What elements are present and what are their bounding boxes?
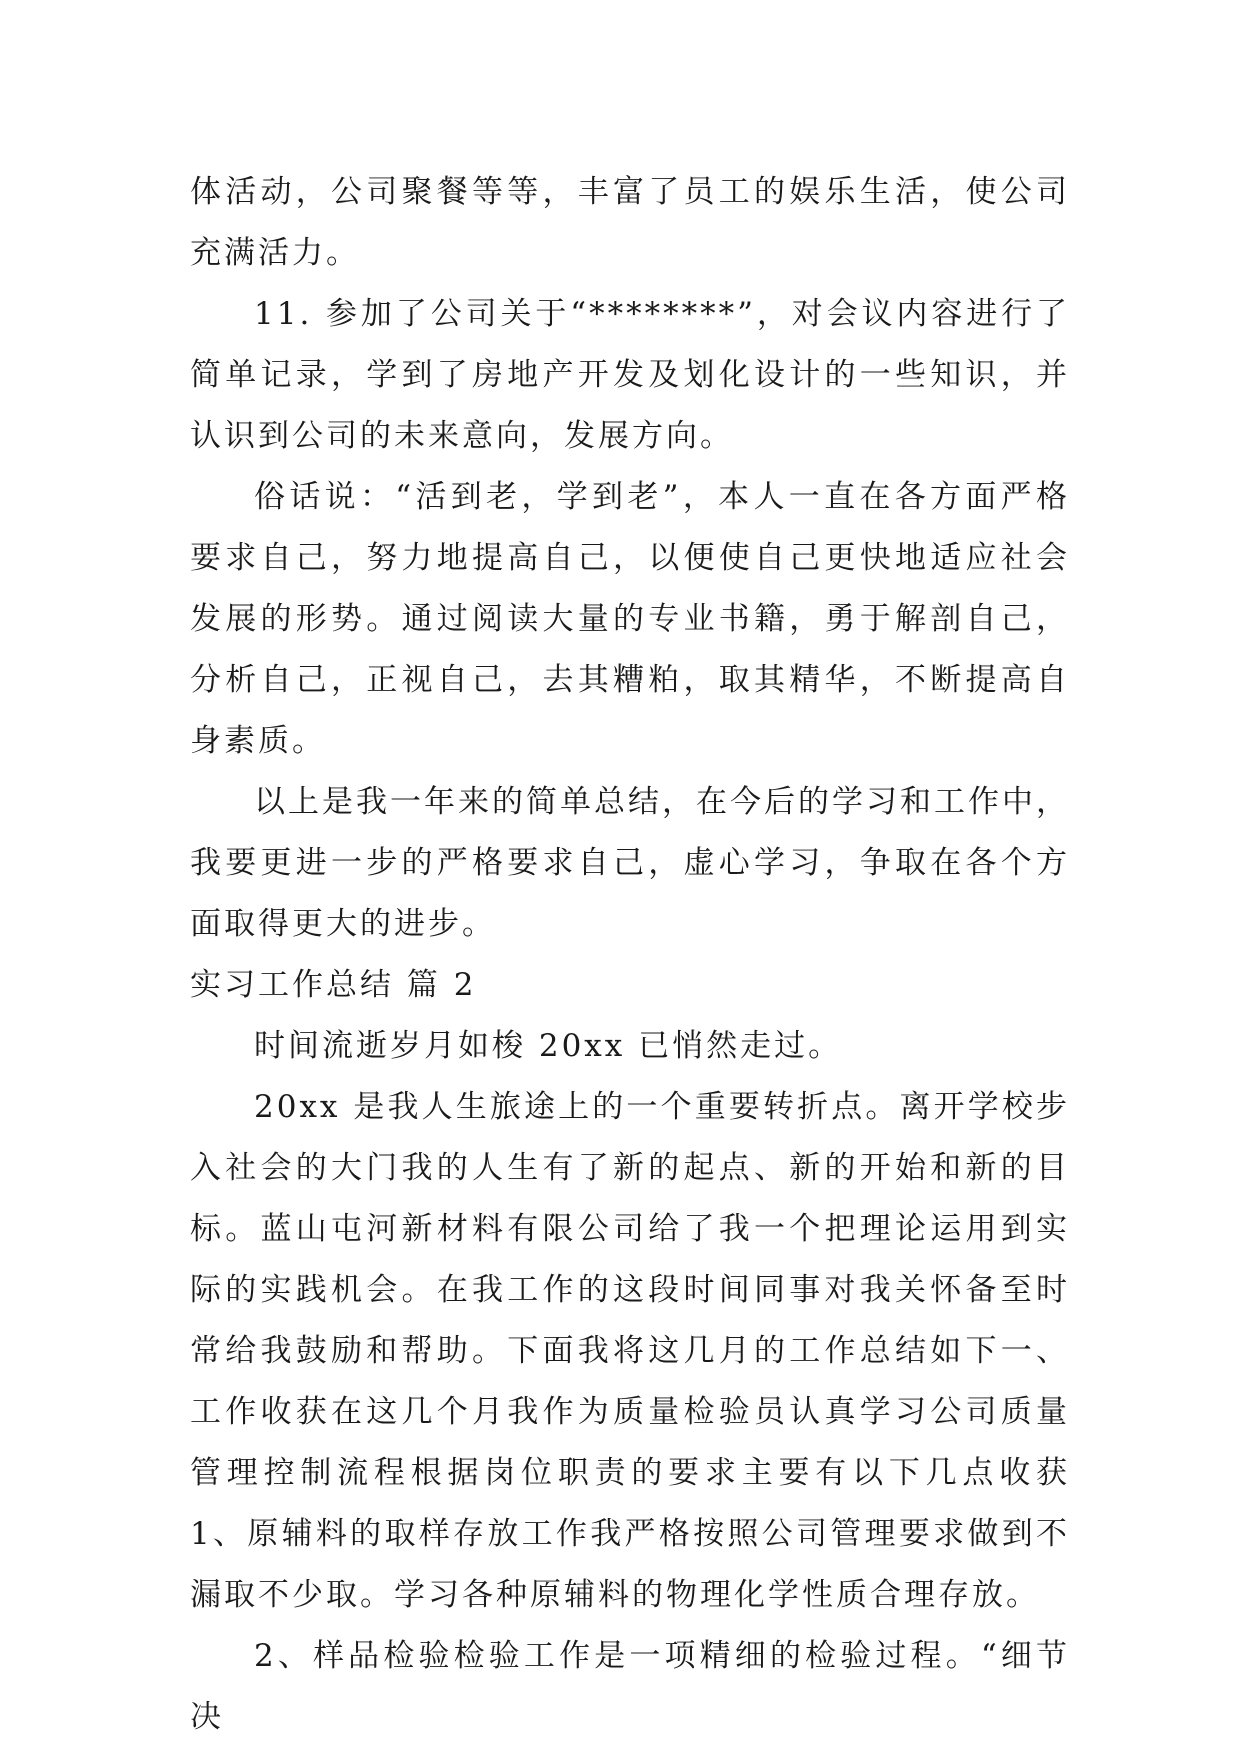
paragraph-sample-inspection: 2、样品检验检验工作是一项精细的检验过程。“细节决	[190, 1638, 1070, 1735]
paragraph-time: 时间流逝岁月如梭 20xx 已悄然走过。	[254, 1028, 843, 1064]
paragraph-conclusion: 以上是我一年来的简单总结，在今后的学习和工作中，我要更进一步的严格要求自己，虚心学习，争取在各个方面取得更大的进步。	[190, 784, 1070, 942]
paragraph-item-11: 11. 参加了公司关于“********”，对会议内容进行了简单记录，学到了房地产开发及划化设计的一些知识，并认识到公司的未来意向，发展方向。	[190, 296, 1070, 454]
paragraph-turning-point: 20xx 是我人生旅途上的一个重要转折点。离开学校步入社会的大门我的人生有了新的起点、新的开始和新的目标。蓝山屯河新材料有限公司给了我一个把理论运用到实际的实践机会。在我工作的这段时间同事对我关怀备至时常给我鼓励和帮助。下面我将这几月的工作总结如下一、工作收获在这几个月我作为质量检验员认真学习公司质量管理控制流程根据岗位职责的要求主要有以下几点收获 1、原辅料的取样存放工作我严格按照公司管理要求做到不漏取不少取。学习各种原辅料的物理化学性质合理存放。	[190, 1089, 1070, 1613]
section-heading: 实习工作总结 篇 2	[190, 967, 477, 1003]
paragraph-continued: 体活动，公司聚餐等等，丰富了员工的娱乐生活，使公司充满活力。	[190, 174, 1070, 271]
document-body	[190, 162, 1070, 1748]
paragraph-proverb: 俗话说：“活到老，学到老”，本人一直在各方面严格要求自己，努力地提高自己，以便使自己更快地适应社会发展的形势。通过阅读大量的专业书籍，勇于解剖自己，分析自己，正视自己，去其糟粕，取其精华，不断提高自身素质。	[190, 479, 1070, 759]
